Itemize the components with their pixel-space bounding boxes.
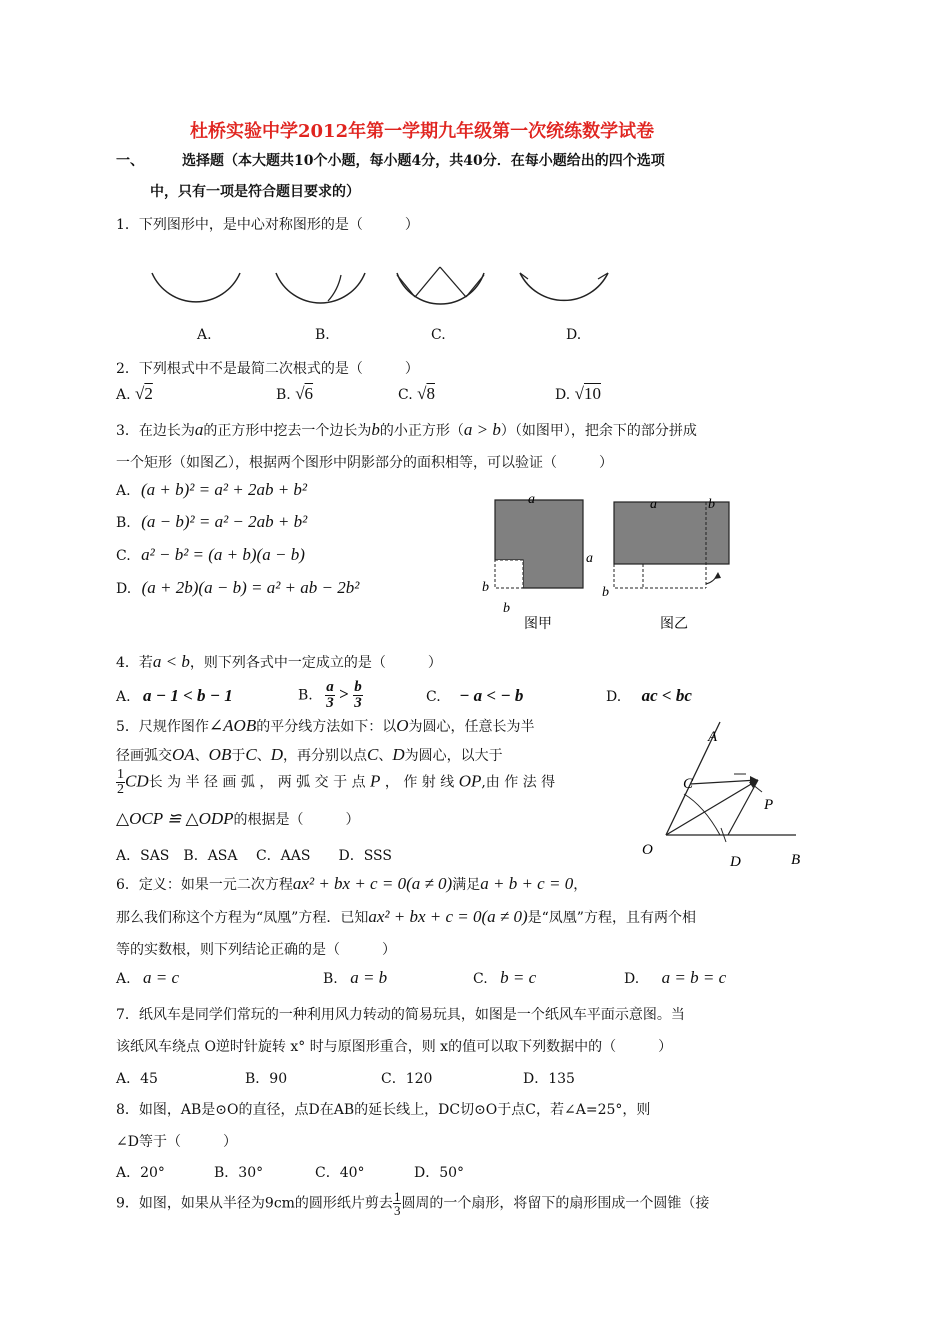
q6-option-a [116, 968, 179, 988]
q4-condition: a < b [152, 652, 190, 671]
q2-radical-c: √8 [417, 384, 435, 403]
q5-label-P: P [764, 797, 774, 813]
q5-line1 [116, 716, 535, 736]
q3-jia-label-right: a [586, 551, 593, 566]
q5-t11: 的根据是（ ） [233, 812, 360, 828]
q3-yi-label-b: b [708, 497, 715, 512]
q5-CD: CD [125, 771, 149, 791]
q5-t6: ，再分别以点 [282, 748, 367, 764]
q1-stem: 1．下列图形中，是中心对称图形的是（ ） [116, 217, 419, 233]
q4-text-1: 4．若 [116, 655, 153, 671]
q3-var-b: b [371, 420, 380, 439]
q3-option-a [116, 480, 307, 500]
q3-jia-label-left: b [482, 580, 489, 595]
q6-equation-2: ax² + bx + c = 0(a ≠ 0) [368, 907, 528, 926]
q5-t2: 的平分线方法如下：以 [256, 719, 397, 735]
section-heading-line1: 选择题（本大题共10个小题，每小题4分，共40分．在每小题给出的四个选项 [182, 153, 665, 169]
q1-option-a: A. [197, 327, 212, 343]
q8-option-b: B．30° [214, 1165, 264, 1181]
q2-label-d: D. [555, 387, 571, 403]
q5-sep1: 、 [194, 748, 209, 764]
q6-option-b [323, 968, 387, 988]
q5-label-B: B [791, 852, 801, 868]
q4-frac-b-num: b [354, 679, 362, 695]
q4-label-c: C. [426, 689, 441, 705]
q2-radicand-d: 10 [583, 384, 601, 403]
q3-var-a: a [194, 420, 204, 439]
q5-OA: OA [172, 745, 195, 764]
q2-radicand-a: 2 [144, 384, 153, 403]
q4-expr-c: − a < − b [459, 686, 524, 705]
q5-D2: D [392, 745, 405, 764]
q3-formula-d: (a + 2b)(a − b) = a² + ab − 2b² [141, 578, 360, 597]
q5-t9: ， 作 射 线 [384, 774, 455, 791]
q3-formula-a: (a + b)² = a² + 2ab + b² [141, 480, 308, 499]
q3-line1 [116, 420, 697, 440]
q3-text-4: ）（如图甲），把余下的部分拼成 [500, 423, 697, 439]
q1-option-b: B. [315, 327, 330, 343]
q5-label-D: D [730, 854, 741, 870]
q2-radicand-b: 6 [304, 384, 314, 403]
q5-figure [636, 716, 814, 876]
q6-option-c [473, 968, 536, 988]
q5-t3: 为圆心，任意长为半 [408, 719, 535, 735]
q8-line2: ∠D等于（ ） [116, 1134, 237, 1150]
q9-line1 [116, 1190, 709, 1217]
q3-text-3: 的小正方形（ [379, 423, 464, 439]
q3-line2: 一个矩形（如图乙），根据两个图形中阴影部分的面积相等，可以验证（ ） [116, 455, 613, 471]
q4-gt: > [339, 684, 349, 704]
q1-figure-d [520, 273, 608, 300]
q3-jia-caption: 图甲 [524, 617, 552, 632]
q4-label-a: A. [116, 689, 131, 705]
q5-label-O: O [642, 842, 653, 858]
q5-OP: OP [458, 771, 482, 791]
q5-options: A．SAS B．ASA C．AAS D．SSS [116, 848, 392, 864]
q6-expr-d: a = b = c [661, 968, 727, 987]
q7-line2: 该纸风车绕点 O逆时针旋转 x° 时与原图形重合，则 x的值可以取下列数据中的（ ） [116, 1039, 673, 1055]
q3-text-1: 3．在边长为 [116, 423, 195, 439]
section-heading-line2: 中，只有一项是符合题目要求的） [150, 184, 360, 200]
q9-frac-num: 1 [393, 1189, 401, 1204]
q2-stem: 2．下列根式中不是最简二次根式的是（ ） [116, 361, 419, 377]
q6-label-b: B. [323, 971, 338, 987]
q5-angle: ∠AOB [208, 716, 257, 735]
q4-frac-a [325, 680, 335, 711]
q6-t1: 6．定义：如果一元二次方程 [116, 877, 293, 893]
q3-figure-yi [602, 497, 729, 632]
q3-figure-jia [482, 492, 593, 632]
section-number: 一、 [116, 153, 144, 169]
q3-label-b: B. [116, 515, 131, 531]
q4-expr-d: ac < bc [641, 686, 692, 705]
q9-t2: 圆周的一个扇形，将留下的扇形围成一个圆锥（接 [401, 1195, 710, 1212]
q4-expr-a: a − 1 < b − 1 [143, 686, 233, 705]
q1-figure-b [276, 273, 365, 303]
q1-option-c: C. [431, 327, 446, 343]
q5-t5: 于 [231, 748, 246, 764]
q1-figure-a [152, 273, 240, 302]
page-title: 杜桥实验中学2012年第一学期九年级第一次统练数学试卷 [190, 121, 655, 142]
q4-frac-b-den: 3 [354, 695, 362, 711]
q3-option-d [116, 578, 359, 598]
q4-text-2: ，则下列各式中一定成立的是（ ） [189, 655, 442, 671]
q8-option-c: C．40° [315, 1165, 365, 1181]
q2-option-c [398, 384, 435, 404]
q3-formula-b: (a − b)² = a² − 2ab + b² [141, 512, 308, 531]
q3-yi-caption: 图乙 [660, 617, 688, 632]
q5-sep2: 、 [256, 748, 271, 764]
q3-text-2: 的正方形中挖去一个边长为 [203, 423, 372, 439]
q2-radical-a: √2 [135, 384, 153, 403]
q6-expr-a: a = c [143, 968, 180, 987]
q6-line3: 等的实数根，则下列结论正确的是（ ） [116, 942, 396, 958]
q2-radical-d: √10 [574, 384, 601, 403]
q3-condition: a > b [463, 420, 501, 439]
q6-t4: 那么我们称这个方程为“凤凰”方程．已知 [116, 910, 369, 926]
q5-t1: 5．尺规作图作 [116, 719, 209, 735]
q8-option-a: A．20° [116, 1165, 165, 1181]
q7-option-b: B．90 [245, 1071, 288, 1087]
q4-label-d: D. [606, 689, 622, 705]
q2-option-b [276, 384, 313, 404]
q5-t10: ,由 作 法 得 [481, 774, 556, 791]
q4-option-c [426, 686, 523, 706]
q1-figure-c [397, 267, 484, 304]
q4-option-b [298, 680, 363, 711]
q6-label-a: A. [116, 971, 131, 987]
q5-half [116, 768, 125, 797]
q5-sep3: 、 [378, 748, 393, 764]
q5-half-den: 2 [117, 782, 124, 797]
q1-figures [140, 265, 620, 315]
q4-frac-a-den: 3 [326, 695, 334, 711]
q6-expr-c: b = c [500, 968, 537, 987]
q3-option-c [116, 545, 305, 565]
q6-condition: a + b + c = 0 [480, 874, 574, 893]
q7-option-c: C．120 [381, 1071, 433, 1087]
q5-t8: 长 为 半 径 画 弧 ， 两 弧 交 于 点 [148, 774, 366, 791]
q7-option-d: D．135 [523, 1071, 575, 1087]
q5-OB: OB [208, 745, 232, 764]
q8-line1: 8．如图，AB是⊙O的直径，点D在AB的延长线上，DC切⊙O于点C，若∠A=25°，则 [116, 1102, 651, 1118]
q6-option-d [624, 968, 726, 988]
q6-t3: ， [573, 877, 588, 893]
q5-P: P [370, 771, 381, 791]
q5-label-A: A [708, 729, 718, 745]
q3-figures [478, 488, 748, 638]
q5-half-num: 1 [117, 767, 124, 782]
q3-label-d: D. [116, 581, 132, 597]
q5-line2 [116, 745, 503, 765]
q3-jia-label-bottom: b [503, 601, 510, 616]
q7-option-a: A．45 [116, 1071, 158, 1087]
q9-t1: 9．如图，如果从半径为9cm的圆形纸片剪去 [116, 1195, 393, 1212]
q2-option-a [116, 384, 153, 404]
q5-t4: 径画弧交 [116, 748, 172, 764]
q3-yi-label-a: a [650, 497, 657, 512]
q2-label-b: B. [276, 387, 291, 403]
q6-label-c: C. [473, 971, 488, 987]
q4-option-d [606, 686, 692, 706]
q7-line1: 7．纸风车是同学们常玩的一种利用风力转动的简易玩具，如图是一个纸风车平面示意图。当 [116, 1007, 685, 1023]
q1-option-d: D. [566, 327, 582, 343]
q6-expr-b: a = b [350, 968, 388, 987]
q3-label-a: A. [116, 483, 131, 499]
q5-D: D [270, 745, 283, 764]
q2-label-a: A. [116, 387, 131, 403]
q3-yi-label-left: b [602, 585, 609, 600]
q3-label-c: C. [116, 548, 131, 564]
q5-label-C: C [683, 776, 694, 792]
q6-line1 [116, 874, 587, 894]
q6-t2: 满足 [452, 877, 481, 893]
q3-jia-hole [495, 560, 523, 588]
q6-line2 [116, 907, 696, 927]
q8-option-d: D．50° [414, 1165, 465, 1181]
q5-t7: 为圆心，以大于 [404, 748, 503, 764]
q5-C2: C [366, 745, 379, 764]
q3-formula-c: a² − b² = (a + b)(a − b) [141, 545, 305, 564]
q5-O: O [396, 716, 409, 735]
q4-frac-b [353, 680, 363, 711]
q2-radical-b: √6 [295, 384, 314, 403]
q3-jia-label-top: a [528, 492, 535, 507]
q5-line4 [116, 809, 360, 829]
q5-C: C [245, 745, 257, 764]
q4-label-b: B. [298, 687, 313, 704]
q3-option-b [116, 512, 307, 532]
q2-radicand-c: 8 [426, 384, 435, 403]
q2-option-d [555, 384, 601, 404]
q6-label-d: D. [624, 971, 640, 987]
q4-frac-a-num: a [326, 679, 334, 695]
q4-stem [116, 652, 442, 672]
q4-option-a [116, 686, 233, 706]
q5-line3 [116, 768, 555, 797]
q5-congruence: △OCP ≌ △ODP [116, 809, 234, 828]
q2-label-c: C. [398, 387, 413, 403]
q6-t5: 是“凤凰”方程，且有两个相 [527, 910, 696, 926]
q9-frac-den: 3 [393, 1203, 401, 1218]
q6-equation-1: ax² + bx + c = 0(a ≠ 0) [292, 874, 453, 893]
